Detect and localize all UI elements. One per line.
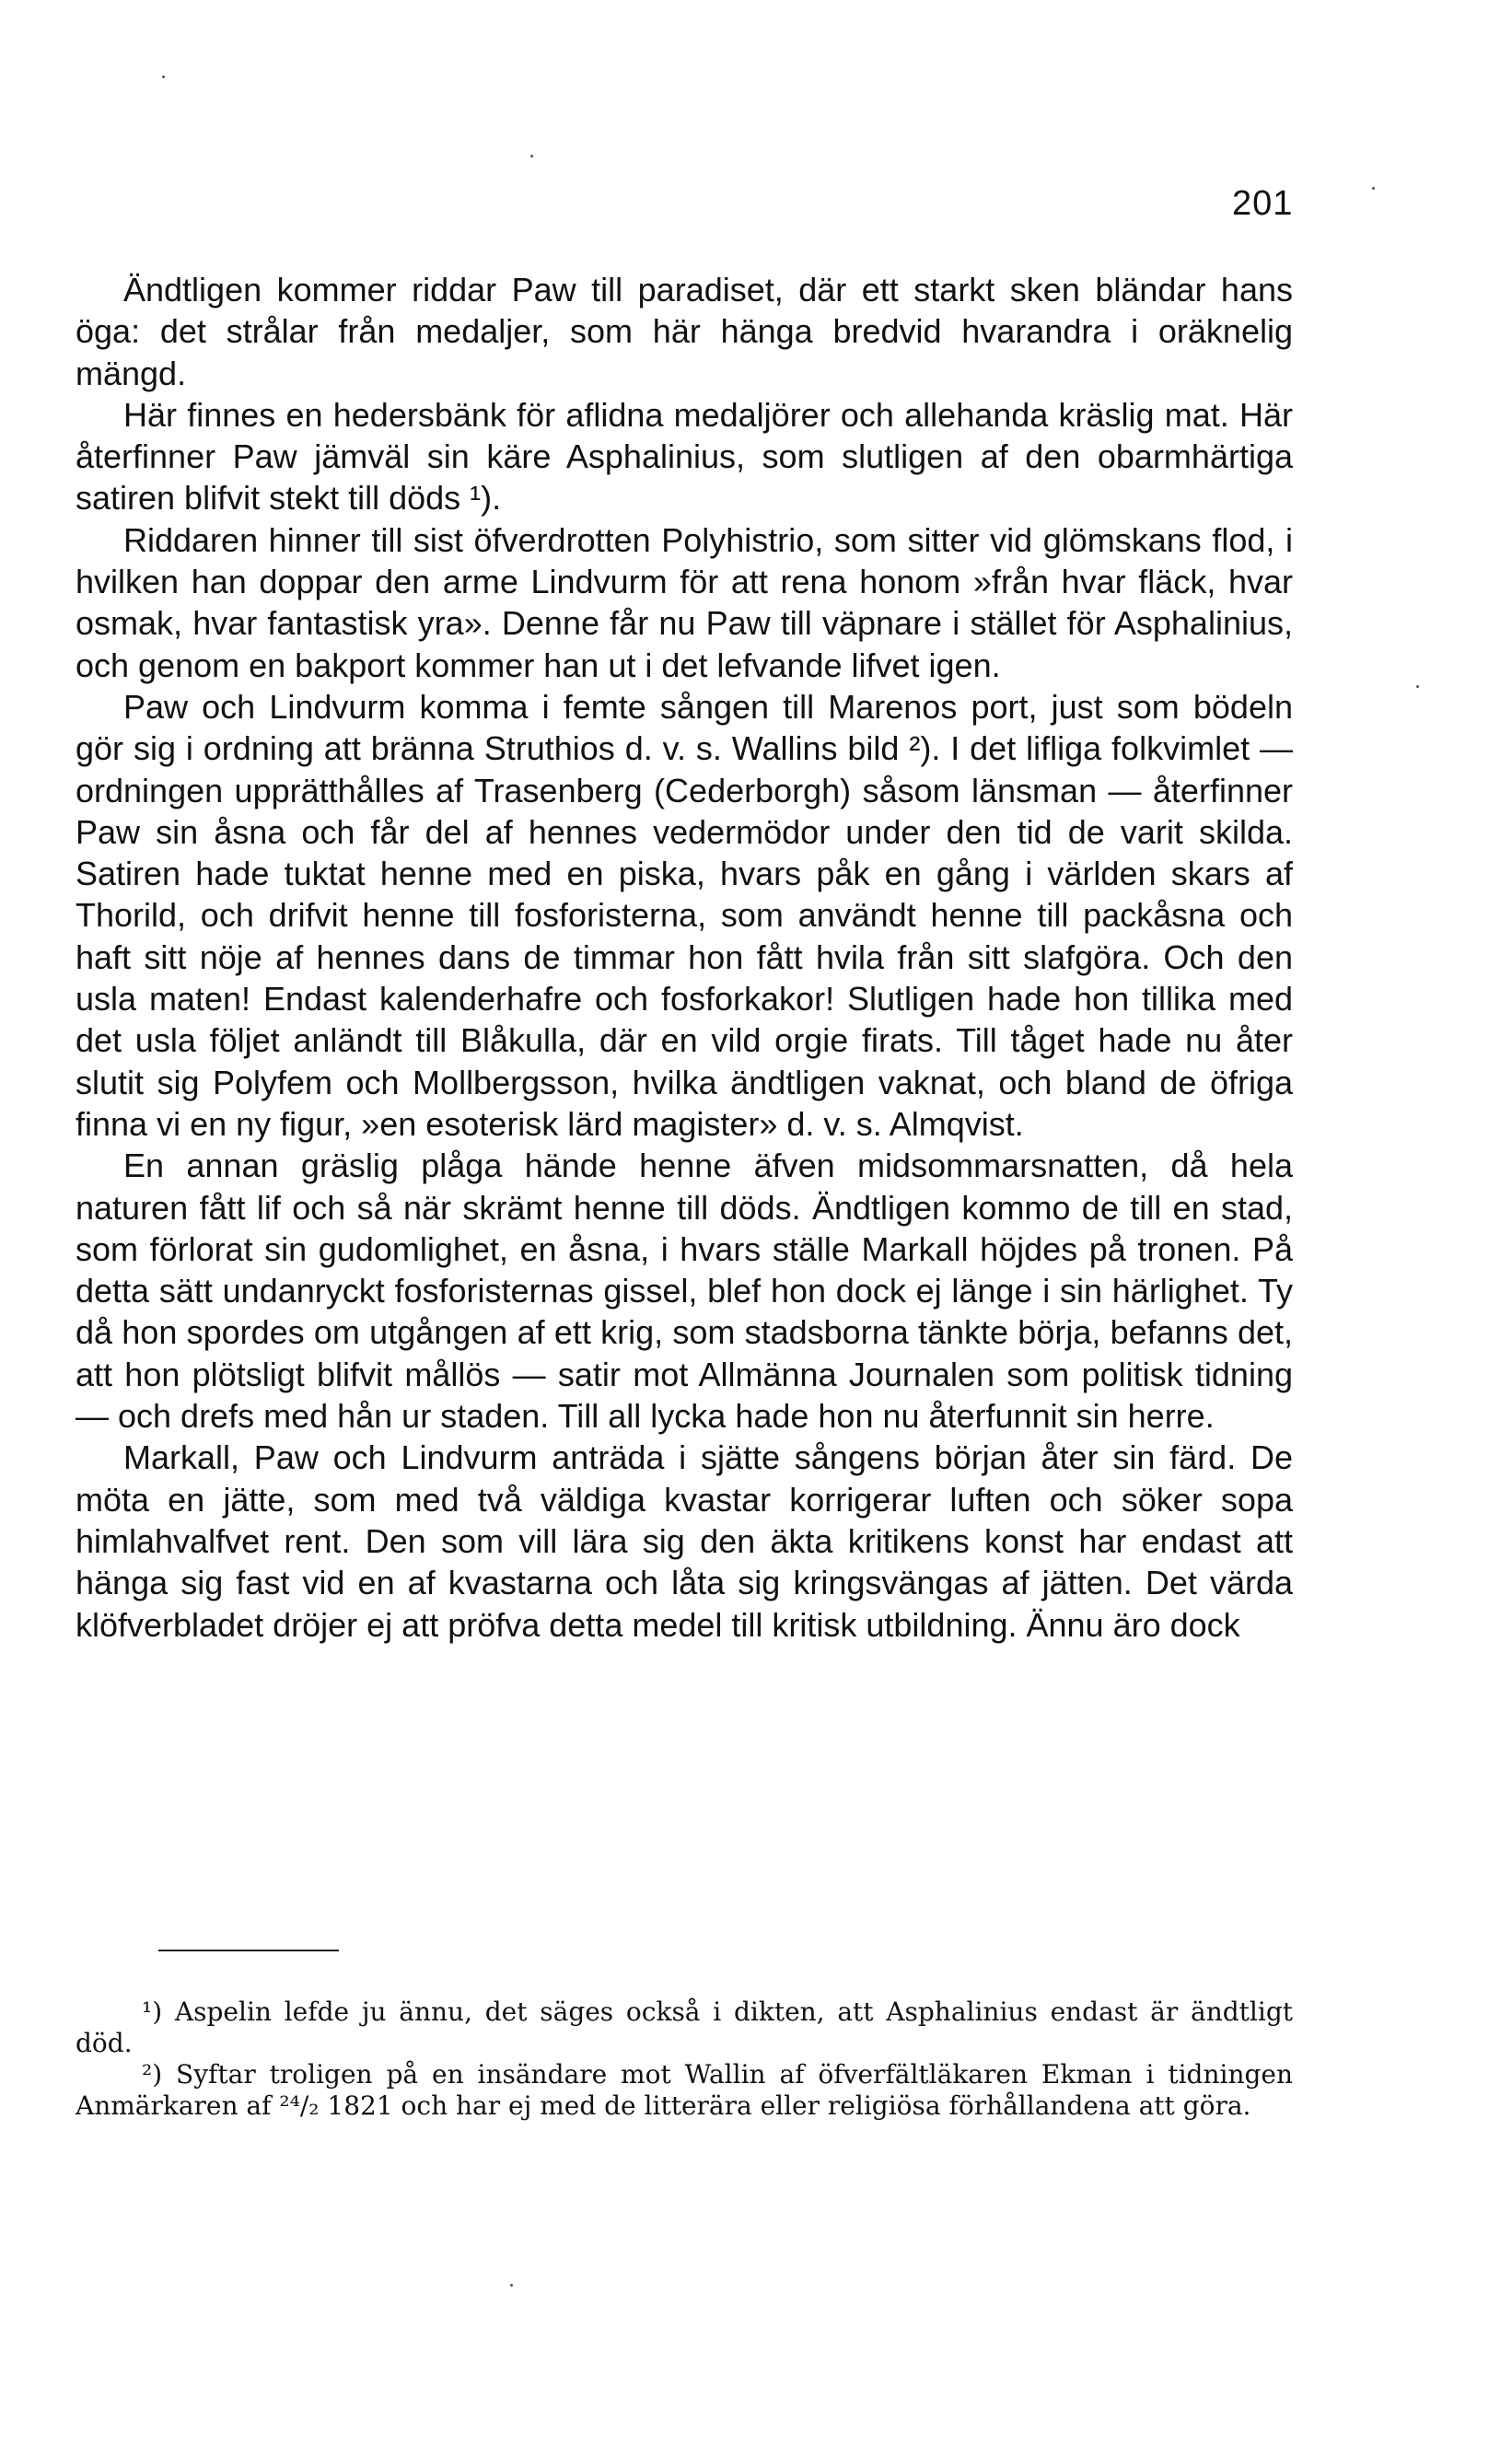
paragraph: Riddaren hinner till sist öfverdrotten Polyhistrio, som sitter vid glömskans flod, i hvilken han doppar den arme Lindvurm för att rena honom »från hvar fläck, hvar osmak, hvar fantastisk yra». Denne får nu Paw till väpnare i stället för Asphalinius, och genom en bakport kommer han ut i det lefvande lifvet igen. — [76, 520, 1293, 684]
paragraph: Paw och Lindvurm komma i femte sången till Marenos port, just som bödeln gör sig i ordning att bränna Struthios d. v. s. Wallins bild ²). I det lifliga folkvimlet — ordningen upprätthålles af Trasenberg (Cederborgh) såsom länsman — återfinner Paw sin åsna och får del af hennes vedermödor under den tid de varit skilda. Satiren hade tuktat henne med en piska, hvars påk en gång i världen skars af Thorild, och drifvit henne till fosforisterna, som användt henne till packåsna och haft sitt nöje af hennes dans de timmar hon fått hvila från sitt slafgöra. Och den usla maten! Endast kalenderhafre och fosforkakor! Slutligen hade hon tillika med det usla följet anländt till Blåkulla, där en vild orgie firats. Till tåget hade nu åter slutit sig Polyfem och Mollbergsson, hvilka ändtligen vaknat, och bland de öfriga finna vi en ny figur, »en esoterisk lärd magister» d. v. s. Almqvist. — [76, 687, 1293, 1143]
speck — [162, 76, 165, 78]
paragraph: Markall, Paw och Lindvurm anträda i sjätte sångens början åter sin färd. De möta en jätte, som med två väldiga kvastar korrigerar luften och söker sopa himlahvalfvet rent. Den som vill lära sig den äkta kritikens konst har endast att hänga sig fast vid en af kvastarna och låta sig kringsvängas af jätten. Det värda klöfverbladet dröjer ej att pröfva detta medel till kritisk utbildning. Ännu äro dock — [76, 1438, 1293, 1644]
body-text — [76, 269, 1293, 1646]
paragraph: Här finnes en hedersbänk för aflidna medaljörer och allehanda kräslig mat. Här återfinner Paw jämväl sin käre Asphalinius, som slutligen af den obarmhärtiga satiren blifvit stekt till döds ¹). — [76, 395, 1293, 518]
speck — [510, 2284, 513, 2287]
footnotes — [76, 1997, 1293, 2122]
speck — [1372, 187, 1375, 190]
speck — [1416, 685, 1419, 688]
footnote-rule — [158, 1950, 339, 1951]
paragraph: En annan gräslig plåga hände henne äfven midsommarsnatten, då hela naturen fått lif och så när skrämt henne till döds. Ändtligen kommo de till en stad, som förlorat sin gudomlighet, en åsna, i hvars ställe Markall höjdes på tronen. På detta sätt undanryckt fosforisternas gissel, blef hon dock ej länge i sin härlighet. Ty då hon spordes om utgången af ett krig, som stadsborna tänkte börja, befanns det, att hon plötsligt blifvit mållös — satir mot Allmänna Journalen som politisk tidning — och drefs med hån ur staden. Till all lycka hade hon nu återfunnit sin herre. — [76, 1147, 1293, 1436]
footnote: ²) Syftar troligen på en insändare mot Wallin af öfverfältläkaren Ekman i tidningen Anmärkaren af ²⁴/₂ 1821 och har ej med de litterära eller religiösa förhållandena att göra. — [76, 2059, 1293, 2121]
footnote: ¹) Aspelin lefde ju ännu, det säges också i dikten, att Asphalinius endast är ändtligt död. — [76, 1997, 1293, 2058]
speck — [530, 155, 533, 157]
page-number: 201 — [1232, 184, 1294, 223]
paragraph: Ändtligen kommer riddar Paw till paradiset, där ett starkt sken bländar hans öga: det strålar från medaljer, som här hänga bredvid hvarandra i oräknelig mängd. — [76, 271, 1293, 392]
